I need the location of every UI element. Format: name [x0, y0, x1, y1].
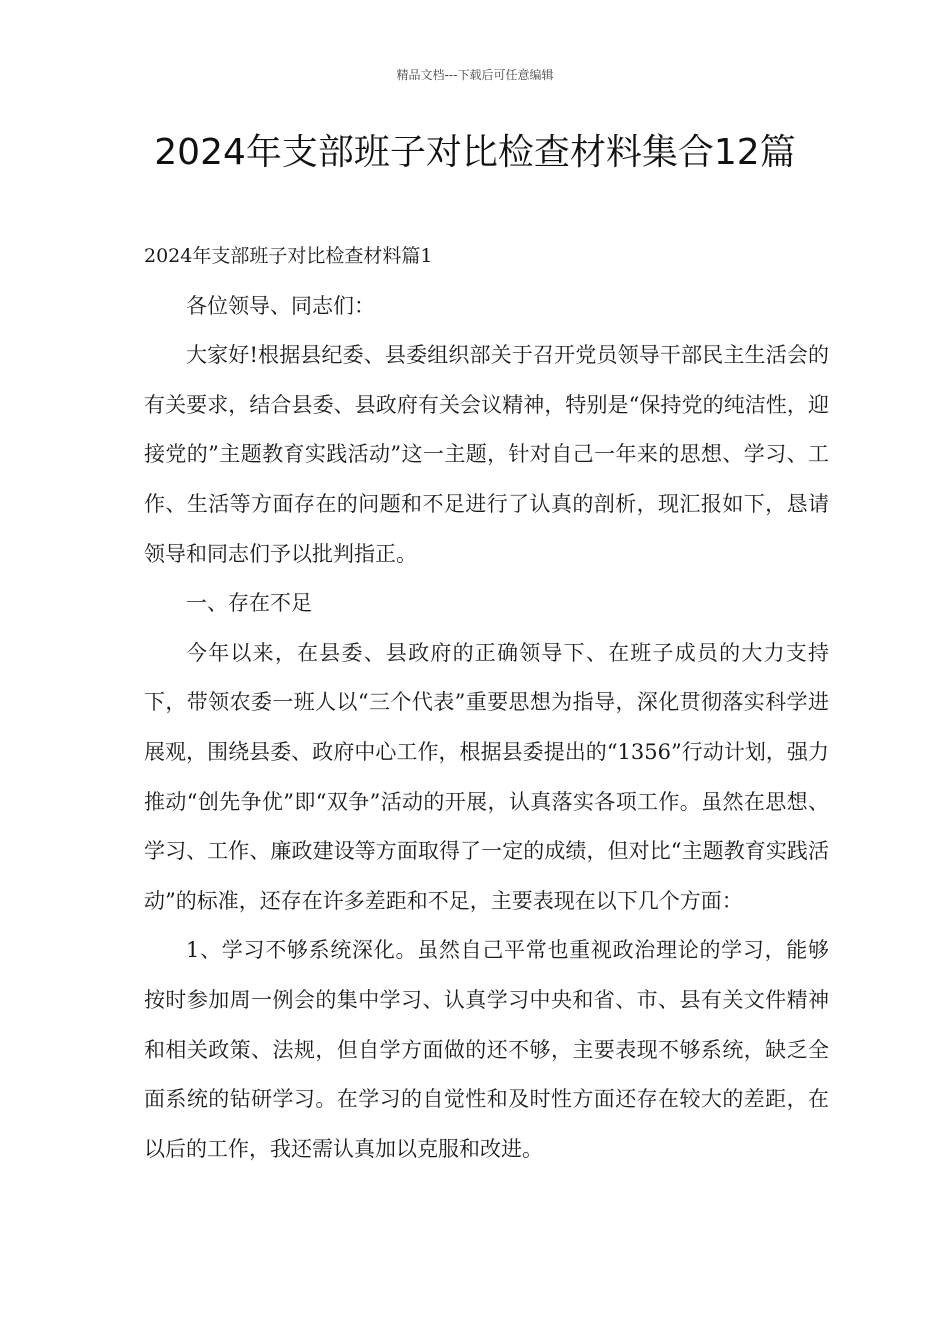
section-heading-shortcomings: 一、存在不足: [186, 591, 312, 616]
paragraph-point-1: 1、学习不够系统深化。虽然自己平常也重视政治理论的学习，能够按时参加周一例会的集中学习、认真学习中央和省、市、县有关文件精神和相关政策、法规，但自学方面做的还不够，主要表现不够系统，缺乏全面系统的钻研学习。在学习的自觉性和及时性方面还存在较大的差距，在以后的工作，我还需认真加以克服和改进。: [144, 938, 829, 1161]
paragraph-greeting: 各位领导、同志们：: [186, 293, 375, 318]
document-body: [144, 232, 829, 1174]
paragraph-overview: 今年以来，在县委、县政府的正确领导下、在班子成员的大力支持下，带领农委一班人以“三个代表”重要思想为指导，深化贯彻落实科学进展观，围绕县委、政府中心工作，根据县委提出的“1356”行动计划，强力推动“创先争优”即“双争”活动的开展，认真落实各项工作。虽然在思想、学习、工作、廉政建设等方面取得了一定的成绩，但对比“主题教育实践活动”的标准，还存在许多差距和不足，主要表现在以下几个方面：: [144, 640, 829, 913]
document-title: 2024年支部班子对比检查材料集合12篇: [154, 132, 796, 173]
paragraph-intro: 大家好!根据县纪委、县委组织部关于召开党员领导干部民主生活会的有关要求，结合县委、县政府有关会议精神，特别是“保持党的纯洁性，迎接党的”主题教育实践活动”这一主题，针对自己一年来的思想、学习、工作、生活等方面存在的问题和不足进行了认真的剖析，现汇报如下，恳请领导和同志们予以批判指正。: [144, 343, 829, 566]
section-subtitle: 2024年支部班子对比检查材料篇1: [144, 245, 433, 267]
header-note: 精品文档---下载后可任意编辑: [396, 68, 554, 82]
